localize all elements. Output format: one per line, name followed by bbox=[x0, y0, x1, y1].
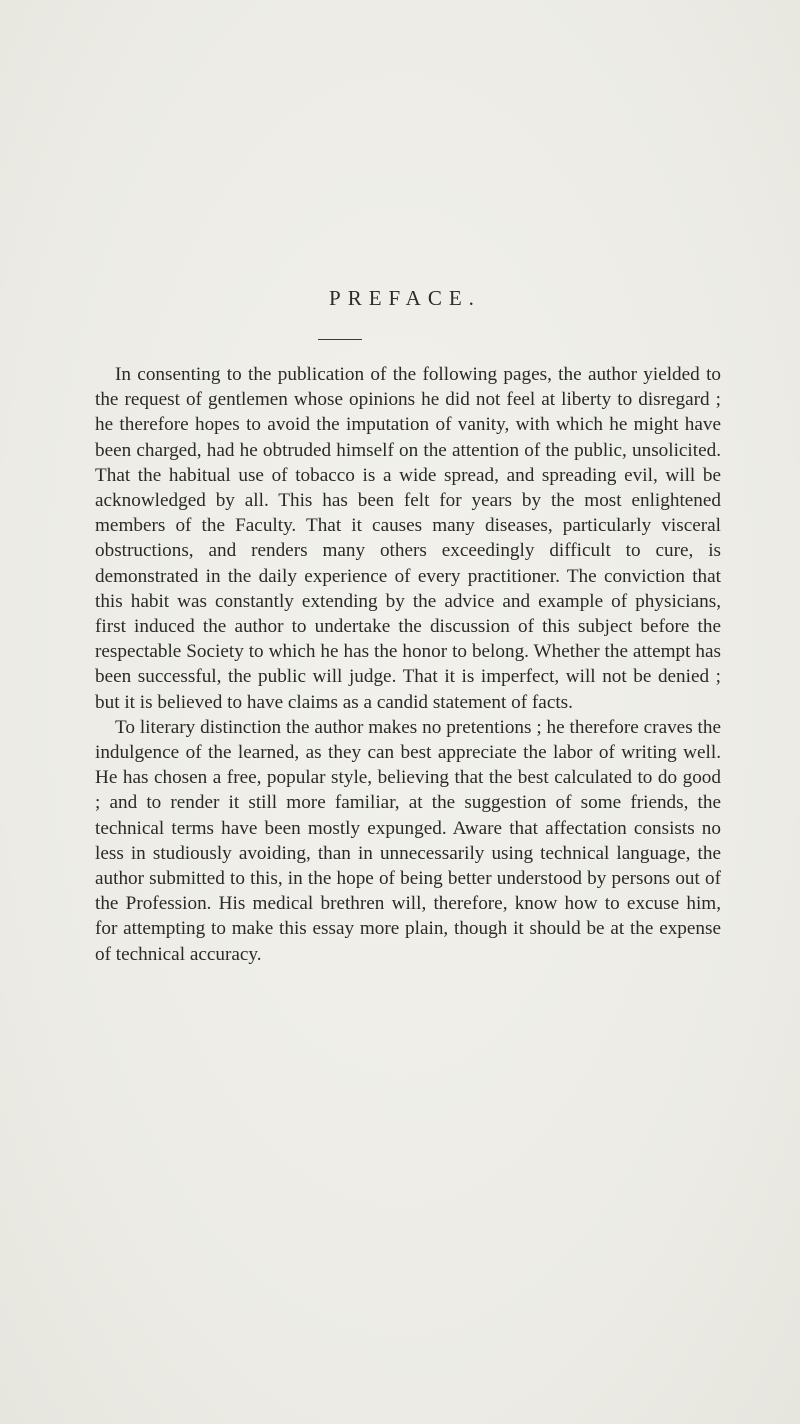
paragraph-2: To literary distinction the author makes no pretentions ; he therefore craves the indulgence of the learned, as they can best appreciate the labor of writing well. He has chosen a free, popular style, believing that the best calculated to do good ; and to render it still more familiar, at the suggestion of some friends, the technical terms have been mostly expunged. Aware that affectation consists no less in studiously avoiding, than in unnecessarily using technical language, the author submitted to this, in the hope of being better understood by persons out of the Profession. His medical brethren will, therefore, know how to excuse him, for attempting to make this essay more plain, though it should be at the expense of technical accuracy. bbox=[95, 716, 721, 965]
page-title: PREFACE. bbox=[329, 286, 481, 310]
title-divider bbox=[318, 339, 362, 340]
paragraph-1: In consenting to the publication of the following pages, the author yielded to the request of gentlemen whose opinions he did not feel at liberty to disregard ; he therefore hopes to avoid the imputation of vanity, with which he might have been charged, had he obtruded himself on the attention of the public, unsolicited. That the habitual use of tobacco is a wide spread, and spreading evil, will be acknowledged by all. This has been felt for years by the most enlightened members of the Faculty. That it causes many diseases, particularly visceral obstructions, and renders many others exceedingly difficult to cure, is demonstrated in the daily experience of every practitioner. The conviction that this habit was constantly extending by the advice and example of physicians, first induced the author to undertake the discussion of this subject before the respectable Society to which he has the honor to belong. Whether the attempt has been successful, the public will judge. That it is imperfect, will not be denied ; but it is believed to have claims as a candid statement of facts. bbox=[95, 364, 721, 713]
preface-body bbox=[95, 362, 721, 967]
